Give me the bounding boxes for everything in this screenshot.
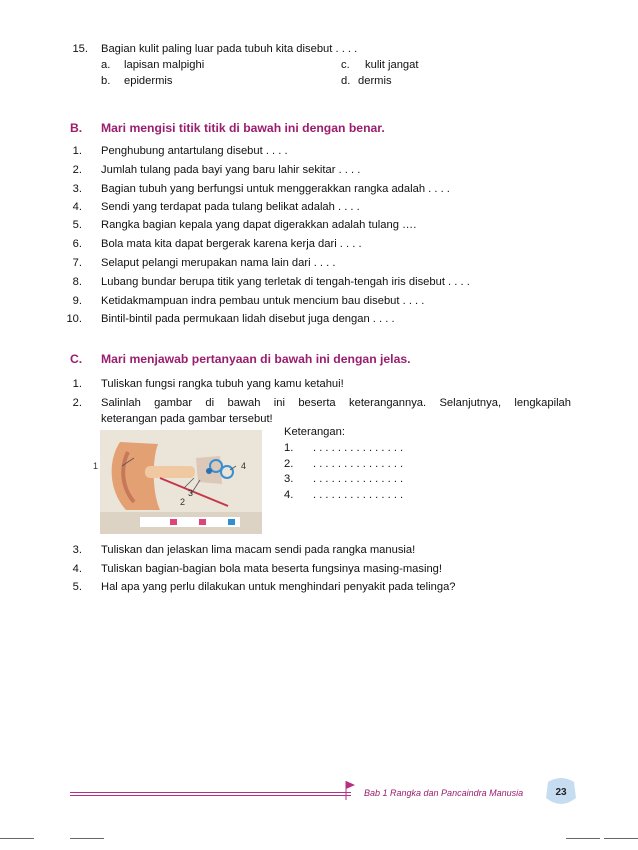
legend-blank: . . . . . . . . . . . . . . . (313, 442, 404, 454)
list-number: 9. (72, 295, 82, 307)
ossicle (206, 468, 212, 474)
list-item-continuation: keterangan pada gambar tersebut! (101, 413, 273, 425)
section-title: Mari mengisi titik titik di bawah ini dengan benar. (101, 121, 385, 135)
color-swatch (199, 519, 206, 525)
footer-chapter: Bab 1 Rangka dan Pancaindra Manusia (364, 788, 524, 798)
color-strip (140, 517, 240, 527)
section-letter: C. (70, 352, 83, 366)
list-number: 8. (72, 276, 82, 288)
page-number: 23 (555, 787, 567, 798)
option-letter: d. (341, 75, 351, 87)
crop-mark (604, 838, 638, 839)
list-number: 4. (72, 201, 82, 213)
legend-number: 4. (284, 489, 294, 501)
option-text: lapisan malpighi (124, 59, 205, 71)
ear-diagram (100, 430, 262, 534)
section-title: Mari menjawab pertanyaan di bawah ini dengan jelas. (101, 352, 411, 366)
ear-canal (145, 466, 195, 478)
footer-rule (70, 795, 351, 796)
legend-title: Keterangan: (284, 426, 345, 438)
list-item: Penghubung antartulang disebut . . . . (101, 145, 288, 157)
option-text: dermis (358, 75, 392, 87)
list-number: 7. (72, 257, 82, 269)
figure-label: 2 (180, 497, 186, 507)
figure-label: 4 (241, 461, 247, 471)
list-number: 5. (72, 219, 82, 231)
list-number: 6. (72, 238, 82, 250)
option-text: kulit jangat (365, 59, 419, 71)
footer-arrow-icon (343, 779, 357, 801)
list-item: Jumlah tulang pada bayi yang baru lahir sekitar . . . . (101, 164, 361, 176)
list-item: Rangka bagian kepala yang dapat digerakkan adalah tulang …. (101, 219, 417, 231)
crop-mark (0, 838, 34, 839)
color-swatch (170, 519, 177, 525)
list-number: 2. (72, 397, 82, 409)
list-number: 3. (72, 544, 82, 556)
legend-number: 1. (284, 442, 294, 454)
option-letter: c. (341, 59, 350, 71)
section-letter: B. (70, 121, 83, 135)
list-item: Ketidakmampuan indra pembau untuk mencium bau disebut . . . . (101, 295, 425, 307)
color-swatch (228, 519, 235, 525)
list-item: Hal apa yang perlu dilakukan untuk menghindari penyakit pada telinga? (101, 581, 456, 593)
list-number: 10. (66, 313, 82, 325)
figure-label: 1 (93, 461, 99, 471)
list-number: 3. (72, 183, 82, 195)
list-item: Tuliskan dan jelaskan lima macam sendi pada rangka manusia! (101, 544, 416, 556)
legend-blank: . . . . . . . . . . . . . . . (313, 473, 404, 485)
list-item: Tuliskan bagian-bagian bola mata beserta fungsinya masing-masing! (101, 563, 442, 575)
option-letter: b. (101, 75, 111, 87)
ear-figure (93, 430, 262, 534)
list-item: Salinlah gambar di bawah ini beserta keterangannya. Selanjutnya, lengkapilah (101, 397, 571, 409)
list-item: Tuliskan fungsi rangka tubuh yang kamu ketahui! (101, 378, 344, 390)
option-text: epidermis (124, 75, 173, 87)
list-item: Selaput pelangi merupakan nama lain dari . . . . (101, 257, 336, 269)
legend-number: 2. (284, 458, 294, 470)
list-number: 2. (72, 164, 82, 176)
question-number: 15. (72, 43, 88, 55)
list-item: Bintil-bintil pada permukaan lidah disebut juga dengan . . . . (101, 313, 395, 325)
list-item: Lubang bundar berupa titik yang terletak di tengah-tengah iris disebut . . . . (101, 276, 470, 288)
list-item: Bagian tubuh yang berfungsi untuk menggerakkan rangka adalah . . . . (101, 183, 450, 195)
crop-mark (566, 838, 600, 839)
crop-mark (70, 838, 104, 839)
list-number: 4. (72, 563, 82, 575)
figure-label: 3 (188, 488, 194, 498)
footer-rule (70, 792, 351, 793)
legend-number: 3. (284, 473, 294, 485)
option-letter: a. (101, 59, 111, 71)
list-number: 1. (72, 378, 82, 390)
list-item: Bola mata kita dapat bergerak karena kerja dari . . . . (101, 238, 362, 250)
list-number: 5. (72, 581, 82, 593)
list-item: Sendi yang terdapat pada tulang belikat adalah . . . . (101, 201, 360, 213)
list-number: 1. (72, 145, 82, 157)
legend-blank: . . . . . . . . . . . . . . . (313, 458, 404, 470)
question-text: Bagian kulit paling luar pada tubuh kita disebut . . . . (101, 43, 358, 55)
legend-blank: . . . . . . . . . . . . . . . (313, 489, 404, 501)
